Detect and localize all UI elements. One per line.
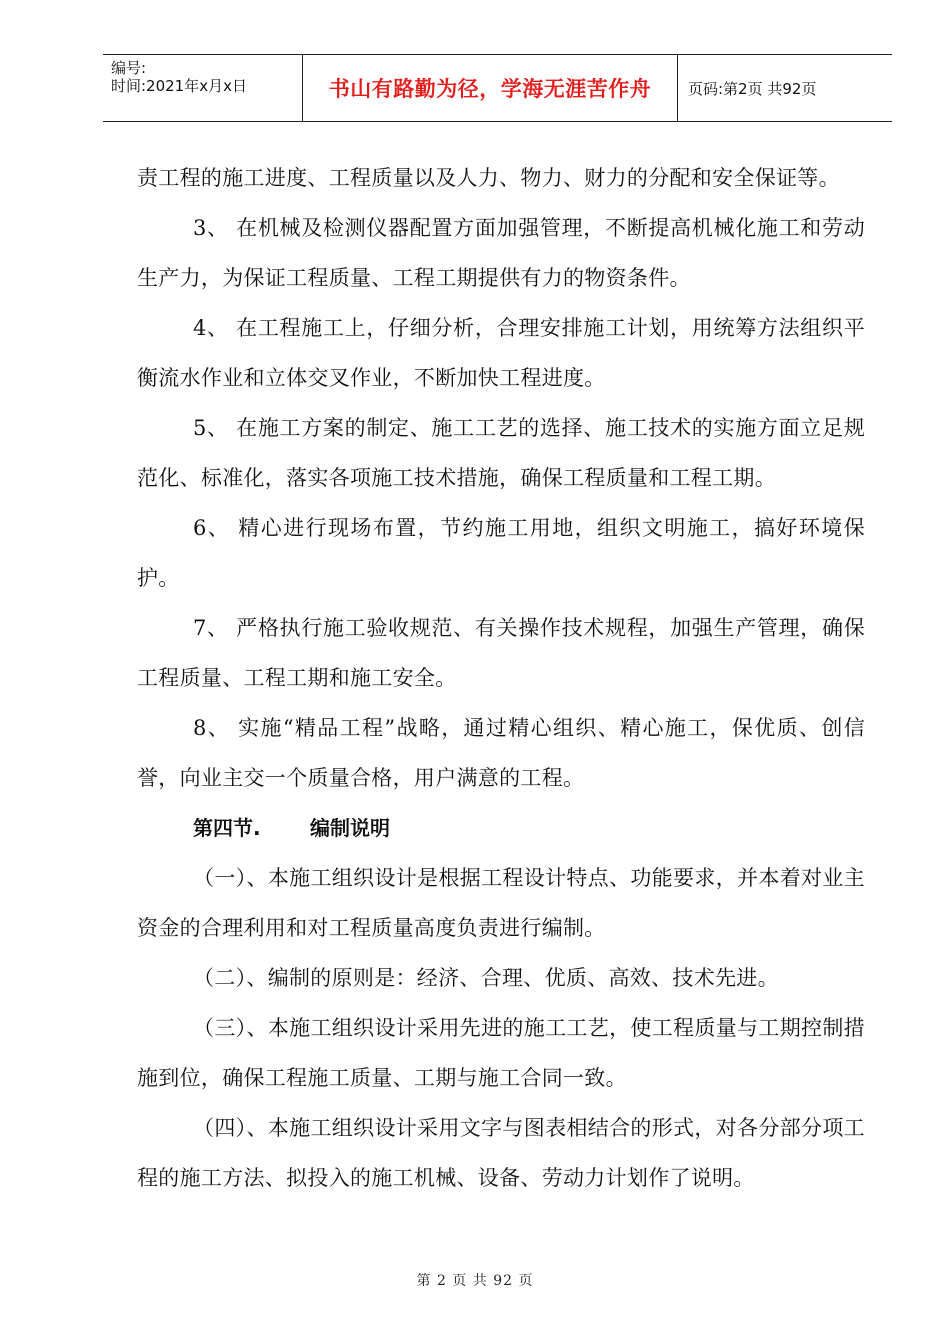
section-paragraph: （三）、本施工组织设计采用先进的施工工艺，使工程质量与工期控制措施到位，确保工程施工质量、工期与施工合同一致。	[137, 1016, 865, 1090]
body-paragraph: 6、 精心进行现场布置，节约施工用地，组织文明施工，搞好环境保护。	[137, 516, 865, 590]
page-footer: 第 2 页 共 92 页	[416, 1273, 534, 1289]
body-paragraph: 责工程的施工进度、工程质量以及人力、物力、财力的分配和安全保证等。	[137, 166, 840, 190]
header-motto: 书山有路勤为径，学海无涯苦作舟	[303, 55, 678, 121]
document-body	[137, 153, 865, 1203]
body-paragraph: 7、 严格执行施工验收规范、有关操作技术规程，加强生产管理，确保工程质量、工程工期和施工安全。	[137, 616, 865, 690]
body-paragraph: 5、 在施工方案的制定、施工工艺的选择、施工技术的实施方面立足规范化、标准化，落实各项施工技术措施，确保工程质量和工程工期。	[137, 416, 865, 490]
section-heading	[137, 803, 865, 853]
section-paragraph: （一）、本施工组织设计是根据工程设计特点、功能要求，并本着对业主资金的合理利用和对工程质量高度负责进行编制。	[137, 866, 865, 940]
document-time-label: 时间:2021年x月x日	[111, 77, 247, 95]
body-paragraph: 8、 实施“精品工程”战略，通过精心组织、精心施工，保优质、创信誉，向业主交一个质量合格，用户满意的工程。	[137, 716, 865, 790]
section-paragraph: （二）、编制的原则是：经济、合理、优质、高效、技术先进。	[193, 966, 779, 990]
section-number: 第四节.	[193, 816, 261, 840]
page-header	[103, 54, 892, 122]
body-paragraph: 4、 在工程施工上，仔细分析，合理安排施工计划，用统筹方法组织平衡流水作业和立体交叉作业，不断加快工程进度。	[137, 316, 865, 390]
body-paragraph: 3、 在机械及检测仪器配置方面加强管理，不断提高机械化施工和劳动生产力，为保证工程质量、工程工期提供有力的物资条件。	[137, 216, 865, 290]
section-paragraph: （四）、本施工组织设计采用文字与图表相结合的形式，对各分部分项工程的施工方法、拟投入的施工机械、设备、劳动力计划作了说明。	[137, 1116, 865, 1190]
header-meta	[103, 55, 303, 121]
header-page-info: 页码:第2页 共92页	[688, 79, 817, 98]
document-number-label: 编号:	[111, 59, 147, 77]
section-title: 编制说明	[309, 816, 390, 840]
